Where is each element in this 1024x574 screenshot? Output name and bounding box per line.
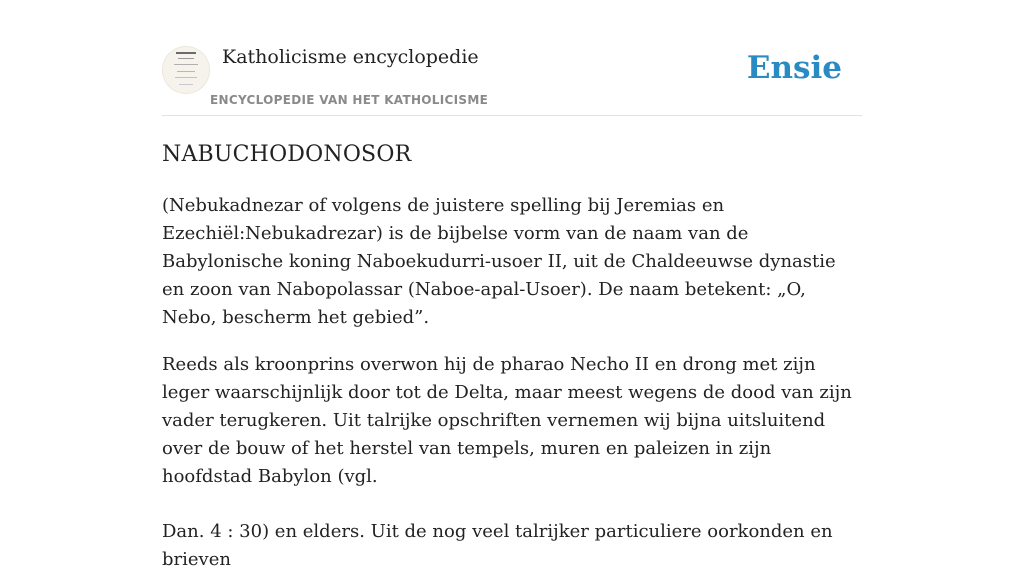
article <box>162 140 862 574</box>
article-paragraph: Dan. 4 : 30) en elders. Uit de nog veel talrijker particuliere oorkonden en brieven <box>162 521 833 570</box>
brand-logo[interactable]: Ensie <box>746 50 842 86</box>
article-paragraph: Reeds als kroonprins overwon hij de pharao Necho II en drong met zijn leger waarschijnlijk door tot de Delta, maar meest wegens de dood van zijn vader terugkeren. Uit talrijke opschriften vernemen wij bijna uitsluitend over de bouw of het herstel van tempels, muren en paleizen in zijn hoofdstad Babylon (vgl. <box>162 354 852 487</box>
article-paragraph: (Nebukadnezar of volgens de juistere spelling bij Jeremias en Ezechiël:Nebukadrezar) is de bijbelse vorm van de naam van de Babylonische koning Naboekudurri-usoer II, uit de Chaldeeuwse dynastie en zoon van Nabopolassar (Naboe-apal-Usoer). De naam betekent: „O, Nebo, bescherm het gebied”. <box>162 195 836 328</box>
site-title[interactable]: Katholicisme encyclopedie <box>222 46 479 68</box>
site-subtitle: ENCYCLOPEDIE VAN HET KATHOLICISME <box>210 93 489 107</box>
article-title: NABUCHODONOSOR <box>162 142 412 167</box>
book-cover-logo-icon[interactable] <box>162 46 210 94</box>
site-header <box>162 40 862 116</box>
